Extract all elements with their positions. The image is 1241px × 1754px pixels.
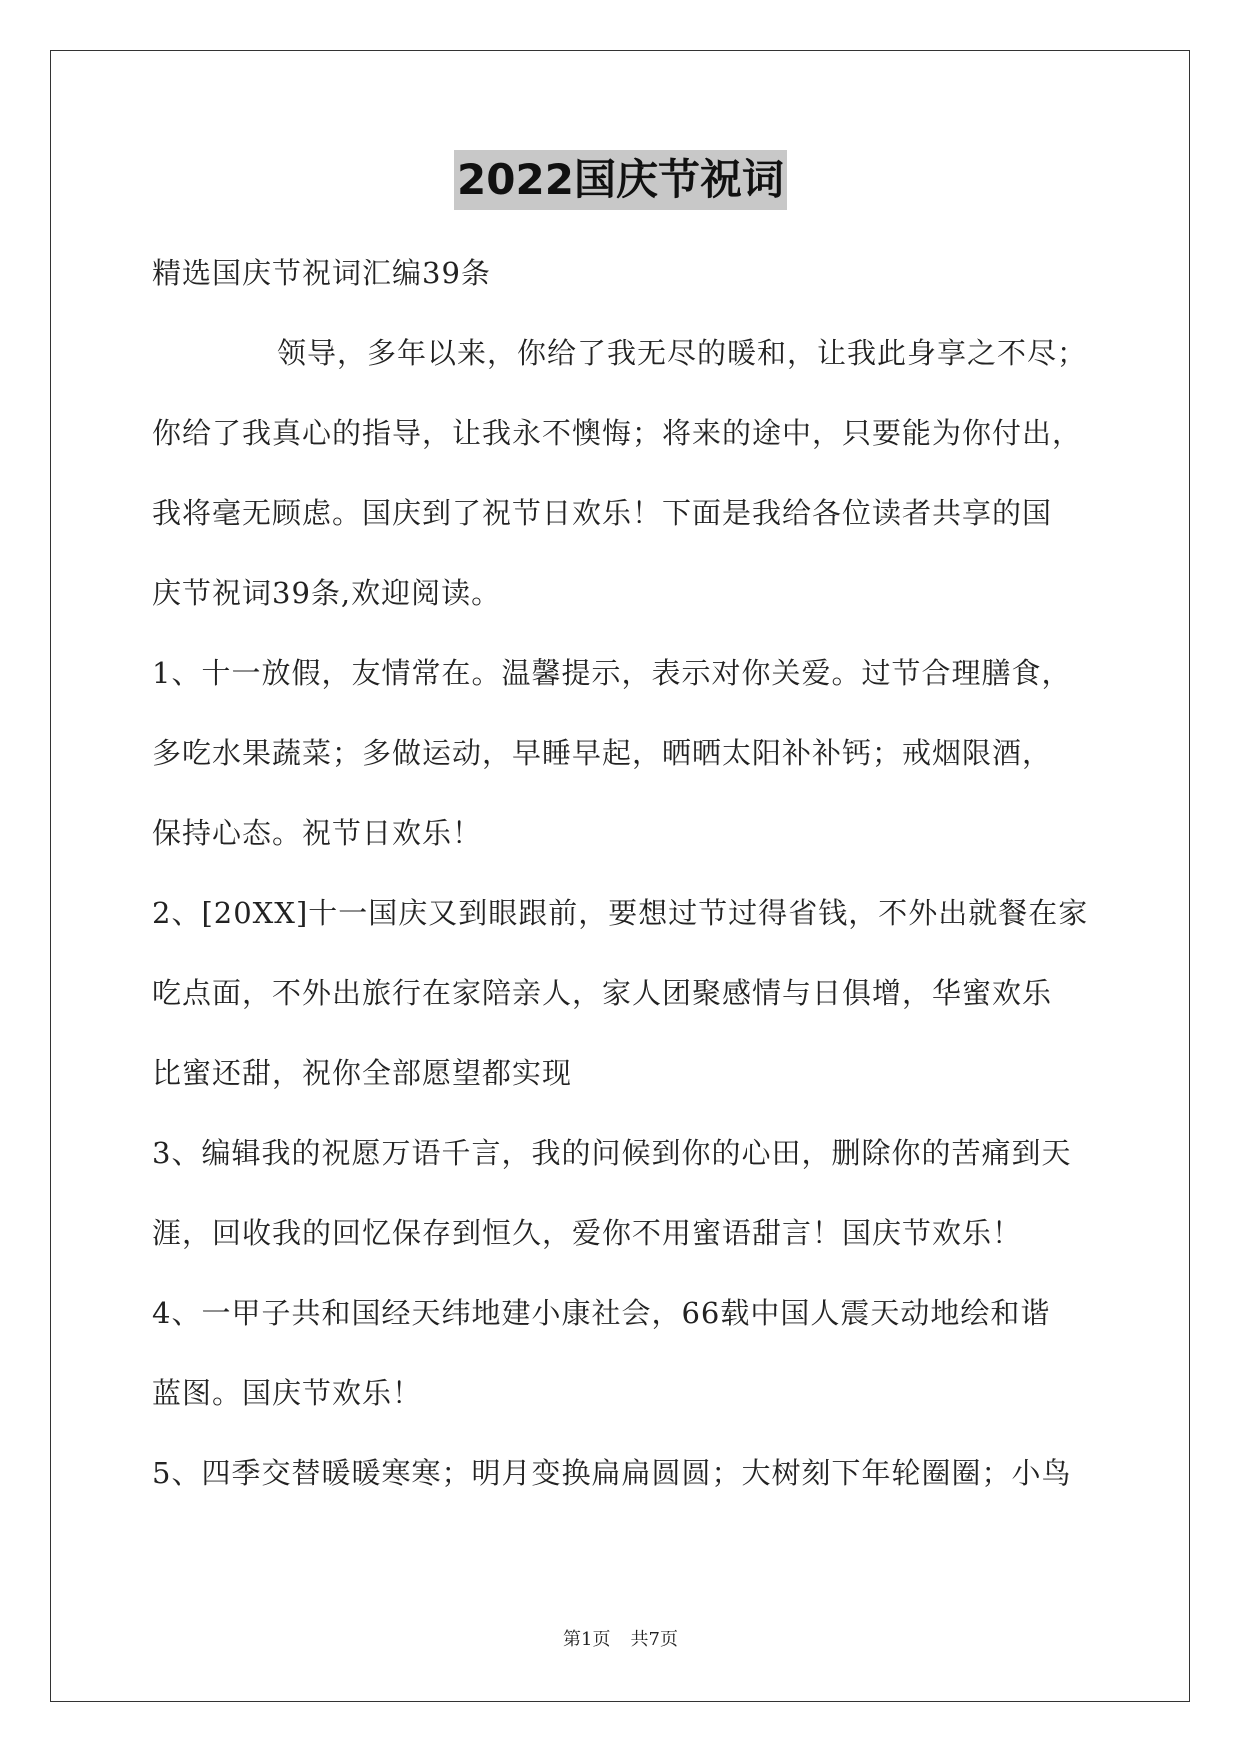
page-total: 共7页	[630, 1629, 678, 1650]
body-line: 5、四季交替暖暖寒寒；明月变换扁扁圆圆；大树刻下年轮圈圈；小鸟	[152, 1456, 1072, 1490]
body-line: 3、编辑我的祝愿万语千言，我的问候到你的心田，删除你的苦痛到天	[152, 1136, 1072, 1170]
body-line: 庆节祝词39条,欢迎阅读。	[152, 576, 502, 610]
body-line: 涯，回收我的回忆保存到恒久，爱你不用蜜语甜言！国庆节欢乐！	[152, 1216, 1023, 1250]
intro-line: 领导，多年以来，你给了我无尽的暖和，让我此身享之不尽；	[277, 336, 1088, 370]
body-line: 1、十一放假，友情常在。温馨提示，表示对你关爱。过节合理膳食，	[152, 656, 1072, 690]
document-title: 2022国庆节祝词	[454, 150, 787, 210]
body-line: 2、[20XX]十一国庆又到眼跟前，要想过节过得省钱，不外出就餐在家	[152, 896, 1089, 930]
page-footer	[0, 1625, 1241, 1651]
subtitle-line: 精选国庆节祝词汇编39条	[152, 256, 491, 290]
page-number: 第1页	[563, 1629, 611, 1650]
body-line: 保持心态。祝节日欢乐！	[152, 816, 483, 850]
body-line: 多吃水果蔬菜；多做运动，早睡早起，晒晒太阳补补钙；戒烟限酒，	[152, 736, 1053, 770]
body-line: 你给了我真心的指导，让我永不懊悔；将来的途中，只要能为你付出，	[152, 416, 1083, 450]
body-line: 吃点面，不外出旅行在家陪亲人，家人团聚感情与日俱增，华蜜欢乐	[152, 976, 1053, 1010]
body-line: 我将毫无顾虑。国庆到了祝节日欢乐！下面是我给各位读者共享的国	[152, 496, 1053, 530]
title-container	[0, 150, 1241, 210]
body-line: 4、一甲子共和国经天纬地建小康社会，66载中国人震天动地绘和谐	[152, 1296, 1051, 1330]
document-body	[152, 233, 1092, 1513]
body-line: 蓝图。国庆节欢乐！	[152, 1376, 423, 1410]
body-line: 比蜜还甜，祝你全部愿望都实现	[152, 1056, 573, 1090]
